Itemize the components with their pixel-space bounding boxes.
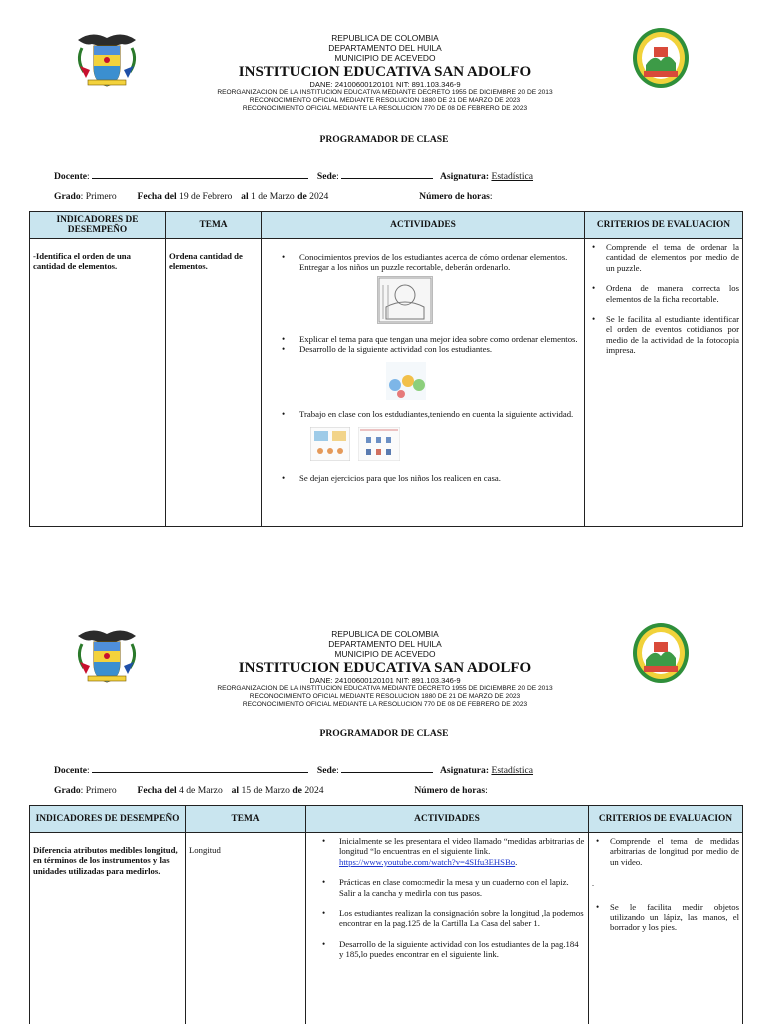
school-seal-icon [632,27,690,89]
recognition-line-1: RECONOCIMIENTO OFICIAL MEDIANTE RESOLUCION 1880 DE 21 DE MARZO DE 2023 [249,97,521,104]
criteria-item: • Comprende el tema de medidas arbitrarias de longitud por medio de un video. [610,836,739,867]
dane-nit-line: DANE: 24100600120101 NIT: 891.103.346-9 [309,676,461,685]
recognition-line-2: RECONOCIMIENTO OFICIAL MEDIANTE LA RESOLUCION 770 DE 08 DE FEBRERO DE 2023 [242,701,528,708]
col-header-indicadores: INDICADORES DE DESEMPEÑO [30,212,166,239]
info-row-docente: Docente: Sede: Asignatura: Estadística [54,171,534,182]
col-header-actividades: ACTIVIDADES [306,806,589,833]
asignatura-label: Asignatura: [440,171,490,182]
republic-line: REPUBLICA DE COLOMBIA [331,629,439,639]
to-day: 15 [241,785,252,796]
grado-label: Grado [54,191,81,202]
from-day: 4 [179,785,184,796]
criteria-item: • Comprende el tema de ordenar la cantidad de elementos por medio de un puzzle. [606,242,739,273]
asignatura-value: Estadística [491,765,534,776]
hours-label: Número de horas [414,785,486,796]
criteria-cell [585,239,743,527]
institution-header [150,33,620,113]
col-header-tema: TEMA [166,212,262,239]
from-month: de Marzo [186,785,223,796]
municipality-line: MUNICIPIO DE ACEVEDO [334,649,436,659]
activity-text: Salir a la cancha y medirla con tus pasos. [339,887,483,898]
dane-nit-line: DANE: 24100600120101 NIT: 891.103.346-9 [309,80,461,89]
department-line: DEPARTAMENTO DEL HUILA [328,43,442,53]
col-header-criterios: CRITERIOS DE EVALUACION [589,806,743,833]
activities-cell [262,239,585,527]
topic-cell: Longitud [186,833,306,1024]
from-month: de Febrero [191,191,233,202]
activity-item: • Trabajo en clase con los estdudiantes,teniendo en cuenta la siguiente actividad. [299,409,581,419]
col-header-actividades: ACTIVIDADES [262,212,585,239]
republic-line: REPUBLICA DE COLOMBIA [331,33,439,43]
activity-item: • Se dejan ejercicios para que los niños los realicen en casa. [299,473,581,483]
municipality-line: MUNICIPIO DE ACEVEDO [334,53,436,63]
col-header-indicadores: INDICADORES DE DESEMPEÑO [30,806,186,833]
activity-item: • Desarrollo de la siguiente actividad con los estudiantes. [299,344,581,354]
asignatura-value: Estadística [491,171,534,182]
activity-text: Inicialmente se les presentara el video llamado “medidas arbitrarias de longitud “lo encuentras en el siguiente link. [339,836,585,857]
school-name: INSTITUCION EDUCATIVA SAN ADOLFO [238,64,532,80]
worksheet-images [310,427,581,463]
reorganization-line: REORGANIZACION DE LA INSTITUCION EDUCATIVA MEDIANTE DECRETO 1955 DE DICIEMBRE 20 DE 2013 [217,89,553,96]
year: 2024 [309,191,329,202]
sede-field[interactable] [341,169,433,179]
activity-item: • Desarrollo de la siguiente actividad con los estudiantes de la pag.184 y 185,lo puedes encontrar en el siguiente link. [339,939,585,960]
activity-item [339,877,585,898]
criteria-item: • Ordena de manera correcta los elementos de la ficha recortable. [606,283,739,304]
institution-header [150,629,620,709]
topic-cell: Ordena cantidad de elementos. [166,239,262,527]
stray-period: . [592,879,594,889]
activities-cell [306,833,589,1024]
docente-label: Docente [54,171,88,182]
indicator-cell: -Identifica el orden de una cantidad de elementos. [30,239,166,527]
worksheet-image-2 [358,427,400,461]
program-title: PROGRAMADOR DE CLASE [319,728,449,739]
school-name: INSTITUCION EDUCATIVA SAN ADOLFO [238,660,532,676]
col-header-tema: TEMA [186,806,306,833]
activity-item: • Explicar el tema para que tengan una mejor idea sobre como ordenar elementos. [299,334,581,344]
criteria-item: • Se le facilita al estudiante identificar el orden de eventos cotidianos por medio de la actividad de la fotocopia impresa. [606,314,739,356]
program-title: PROGRAMADOR DE CLASE [319,134,449,145]
de-label: de [297,191,307,202]
criteria-cell [589,833,743,1024]
sede-field[interactable] [341,763,433,773]
plan-page-2 [0,596,768,1024]
info-row-grado: Grado: Primero Fecha del 19 de Febrero al 1 de Marzo de 2024 Número de horas: [54,191,493,202]
grado-value: Primero [85,191,117,202]
worksheet-image-1 [310,427,350,461]
activity-item: • Conocimientos previos de los estudiantes acerca de cómo ordenar elementos. Entregar a los niños un puzzle recortable, deberán ordenarlo. [299,252,581,273]
activity-item [339,836,585,867]
puzzle-image [377,276,433,324]
to-month: de Marzo [253,785,290,796]
colombia-coat-of-arms-icon [72,26,142,90]
info-row-grado: Grado: Primero Fecha del 4 de Marzo al 15 de Marzo de 2024 Número de horas: [54,785,488,796]
grado-label: Grado [54,785,81,796]
to-month: de Marzo [258,191,295,202]
criteria-item: • Se le facilita medir objetos utilizando un lápiz, las manos, el borrador y los pies. [610,902,739,933]
fecha-label: Fecha del [137,191,177,202]
year: 2024 [304,785,324,796]
fecha-label: Fecha del [137,785,177,796]
recognition-line-2: RECONOCIMIENTO OFICIAL MEDIANTE LA RESOLUCION 770 DE 08 DE FEBRERO DE 2023 [242,105,528,112]
activity-item: • Los estudiantes realizan la consignación sobre la longitud ,la podemos encontrar en la pag.125 de la Cartilla La Casa del saber 1. [339,908,585,929]
docente-label: Docente [54,765,88,776]
col-header-criterios: CRITERIOS DE EVALUACION [585,212,743,239]
from-day: 19 [179,191,189,202]
indicator-cell: Diferencia atributos medibles longitud, en términos de los instrumentos y las unidades utilizadas para medirlos. [30,833,186,1024]
al-label: al [241,191,249,202]
lesson-table [29,805,743,1024]
youtube-link[interactable]: https://www.youtube.com/watch?v=4SIfu3EHSBo [339,856,516,867]
sede-label: Sede [316,765,337,776]
al-label: al [231,785,240,796]
hours-label: Número de horas [419,191,490,202]
grado-value: Primero [85,785,117,796]
to-day: 1 [251,191,256,202]
link-period: . [515,856,518,867]
docente-field[interactable] [92,169,308,179]
activity-text: Prácticas en clase como:medir la mesa y un cuaderno con el lapiz. [339,877,569,888]
info-row-docente: Docente: Sede: Asignatura: Estadística [54,765,534,776]
sequence-activity-image [385,361,427,401]
de-label: de [292,785,302,796]
colombia-coat-of-arms-icon [72,622,142,686]
recognition-line-1: RECONOCIMIENTO OFICIAL MEDIANTE RESOLUCION 1880 DE 21 DE MARZO DE 2023 [249,693,521,700]
asignatura-label: Asignatura: [440,765,490,776]
department-line: DEPARTAMENTO DEL HUILA [328,639,442,649]
docente-field[interactable] [92,763,308,773]
sede-label: Sede [316,171,337,182]
lesson-table [29,211,743,527]
school-seal-icon [632,622,690,684]
reorganization-line: REORGANIZACION DE LA INSTITUCION EDUCATIVA MEDIANTE DECRETO 1955 DE DICIEMBRE 20 DE 2013 [217,685,553,692]
